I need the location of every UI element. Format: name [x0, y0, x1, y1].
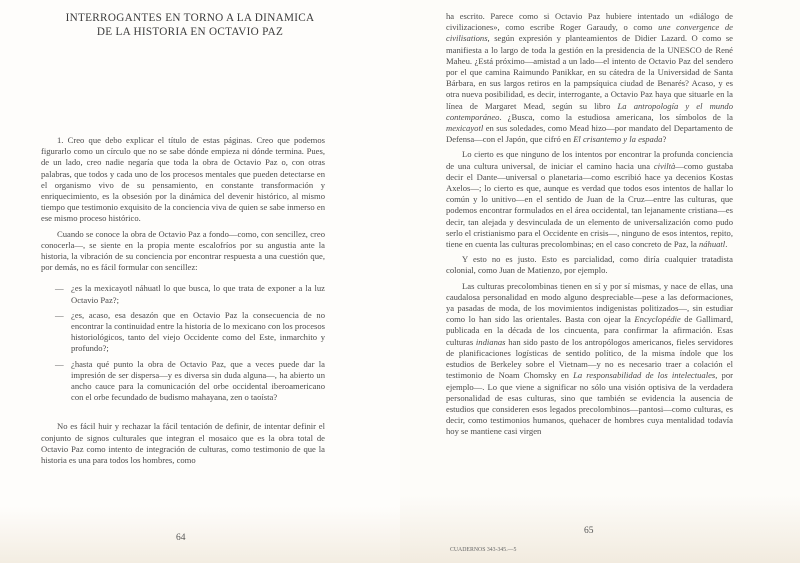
paragraph-3: No es fácil huir y rechazar la fácil tentación de definir, de intentar definir el conjunto de signos culturales que integran el mosaico que es la obra total de Octavio Paz como intento de integración de culturas, como testimonio de que la historia es una para todos los hombres, como — [41, 421, 325, 466]
paragraph-lo-cierto — [446, 149, 733, 250]
printer-signature-mark: CUADERNOS 343-345.—5 — [450, 547, 517, 553]
italic-word: civiltà — [653, 160, 676, 171]
paragraph-las-culturas — [446, 281, 733, 438]
book-title: La responsabilidad de los intelectuales — [573, 370, 716, 381]
text-run: Lo cierto es que ninguno de los intentos por encontrar la profunda conciencia de una cultura universal, de iniciar el camino hacia una — [446, 149, 733, 171]
paragraph-2: Cuando se conoce la obra de Octavio Paz a fondo—como, con sencillez, creo conocerla—, se siente en la propia mente escalofríos por su angustia ante la historia, la vibración de su conciencia por encontrar respuesta a una cuestión que, por demás, no es fácil formular con sencillez: — [41, 228, 325, 273]
title-line-1: INTERROGANTES EN TORNO A LA DINAMICA — [65, 12, 315, 24]
question-text: ¿es, acaso, esa desazón que en Octavio Paz la consecuencia de no encontrar la continuidad entre la historia de lo mexicano con los procesos historiológicos, tanto del viejo Occidente como del Este, inmarchito y profundo?; — [71, 309, 325, 354]
question-item-3 — [55, 359, 325, 404]
text-run: , por ejemplo—. Lo que viene a significar no sólo una visión optisiva de la verdadera personalidad de esas culturas, sino que también se evidencia la ausencia de estudios que consideren esos legados precolombinos—pantosi—como culturas, es decir, como testimonios humanos, quehacer de hombres cuya mentalidad todavía hoy se mantiene casi virgen — [446, 370, 733, 437]
book-title: La antropología y el mundo contemporáneo — [446, 100, 733, 122]
page-number-left: 64 — [176, 533, 186, 543]
book-title: El crisantemo y la espada — [573, 134, 663, 145]
text-run: ha escrito. Parece como si Octavio Paz hubiere intentado un «diálogo de civilizaciones», como escribe Roger Garaudy, o como — [446, 11, 733, 33]
page-number-right: 65 — [584, 526, 594, 536]
text-run: ? — [662, 134, 667, 145]
question-item-1 — [55, 283, 325, 305]
title-line-2: DE LA HISTORIA EN OCTAVIO PAZ — [96, 25, 284, 38]
paragraph-continued — [446, 11, 733, 145]
left-body-text — [41, 135, 325, 470]
question-item-2 — [55, 310, 325, 355]
article-title — [40, 12, 340, 39]
text-run: de Gallimard, publicada en la década de los cincuenta, para confirmar la afirmación. Esas culturas — [446, 314, 733, 347]
right-body-text — [446, 11, 733, 442]
text-run: Las culturas precolombinas tienen en sí y por sí mismas, y nace de ellas, una caudalosa personalidad en modo alguno despreciable—pese a las deformaciones, ya pasadas de moda, de los movimientos indigenistas politizados—, sin estudiar como lo han sido las orientales. Basta con ojear la — [446, 280, 733, 325]
italic-word: mexicayotl — [446, 123, 484, 134]
italic-word: indianas — [475, 336, 506, 347]
italic-word: náhuatl — [698, 239, 726, 250]
paragraph-y-esto: Y esto no es justo. Esto es parcialidad, como diría cualquier tratadista colonial, como Juan de Matienzo, por ejemplo. — [446, 254, 733, 276]
text-run: . — [725, 239, 728, 250]
text-run: han sido pasto de los antropólogos americanos, fieles servidores de planificaciones logísticas de sentido político, de la misma índole que los estudios de Berkeley sobre el Vietnam—y no es necesario traer a colación el testimonio de Noam Chomsky en — [446, 336, 733, 381]
book-title: Encyclopédie — [634, 314, 681, 325]
text-run: en sus soledades, como Mead hizo—por mandato del Departamento de Defensa—con el Japón, que cifró en — [446, 123, 733, 145]
question-text: ¿hasta qué punto la obra de Octavio Paz, que a veces puede dar la impresión de ser dispersa—y es diversa sin duda alguna—, ha abierto un ancho cauce para la comunicación del orbe occidental iberoamericano con el orbe fecundado de budismo mahayana, zen o taoísta? — [71, 358, 325, 403]
paragraph-1: 1. Creo que debo explicar el título de estas páginas. Creo que podemos figurarlo como un círculo que no se sabe dónde empieza ni dónde termina. Pues, de un lado, creo nadie negaría que toda la obra de Octavio Paz o, con otras palabras, que todos y cada uno de los procesos mentales que pueden detectarse en el organismo vivo de su pensamiento, en constante transformación y enriquecimiento, es la obsesión por la dinámica del devenir histórico, al mismo tiempo que testimonio exquisito de la conciencia viva de quien se sabe inmerso en ese mismo proceso histórico. — [41, 135, 325, 224]
right-page — [400, 0, 800, 563]
dash-marker: — — [55, 283, 64, 294]
dash-marker: — — [55, 309, 64, 320]
italic-phrase: une convergence de civilisations — [446, 22, 733, 44]
text-run: . ¿Busca, como la estudiosa americana, los símbolos de la — [499, 111, 733, 122]
text-run: —como gustaba decir el Dante—universal o planetaria—como escribió hace ya decenios Kostas Axelos—; lo cierto es que, aunque es verdad que todos esos intentos de hallar lo común y lo unitivo—en el sentido de Juan de la Cruz—entre las culturas, que podemos encontrar formulados en el área occidental, tan lejanamente cristiana—es decir, tan alejada y desvinculada de un elemento de universalización como pudo serlo el cristianismo para el Occidente en crisis—, ninguno de esos intentos, repito, tiene en cuenta las culturas precolombinas; en el caso concreto de Paz, la — [446, 160, 734, 250]
question-text: ¿es la mexicayotl náhuatl lo que busca, lo que trata de exponer a la luz Octavio Paz?; — [71, 283, 325, 305]
text-run: , según expresión y planteamientos de Didier Lazard. O como se manifiesta a lo largo de toda la gestión en la presidencia de la UNESCO de René Maheu. ¿Está próximo—amistad a un lado—el intento de Octavio Paz del sendero por el que camina Raimundo Panikkar, en su cátedra de la Universidad de Santa Bárbara, en sus largos retiros en la pampsíquica ciudad de Benarés? Acaso, y es otra nueva posibilidad, es decir, interrogante, a Octavio Paz haya que situarle en la línea de Margaret Mead, según su libro — [446, 33, 733, 111]
dash-marker: — — [55, 358, 64, 369]
